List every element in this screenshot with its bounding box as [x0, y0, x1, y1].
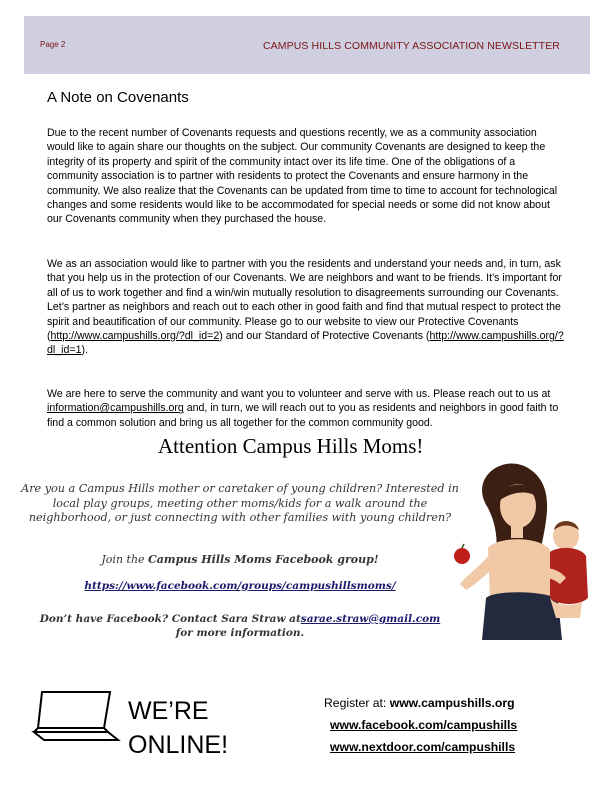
newsletter-title: CAMPUS HILLS COMMUNITY ASSOCIATION NEWSLETTER	[263, 40, 560, 52]
register-line	[324, 696, 515, 710]
register-url[interactable]: www.campushills.org	[389, 696, 515, 710]
online-line-1: WE’RE	[128, 697, 209, 725]
moms-intro: Are you a Campus Hills mother or caretaker of young children? Interested in local play groups, meeting other moms/kids for a walk around the neighborhood, or just connecting with other families with young children?	[21, 482, 459, 524]
online-line-2: ONLINE!	[128, 731, 229, 759]
join-group-name: Campus Hills Moms Facebook group!	[148, 553, 379, 566]
paragraph-2-text: We as an association would like to partner with you the residents and understand your needs and, in turn, ask that you help us in the protection of our Covenants. We are neighbors and want to be friends. It’s important for all of us to work together and find a win/win mutually resolution to disagreements surrounding our Covenants. Let’s partner as neighbors and reach out to each other in good faith and find that mutual respect to protect the spirit and beautification of our community. Please go to our website to view our Protective Covenants (	[47, 258, 562, 343]
moms-group-link[interactable]: https://www.facebook.com/groups/campushillsmoms/	[84, 580, 396, 592]
paragraph-2-mid: ) and our Standard of Protective Covenants (	[219, 330, 430, 343]
moms-join-line	[20, 553, 460, 566]
nextdoor-link[interactable]: www.nextdoor.com/campushills	[330, 740, 516, 754]
covenants-paragraph-3	[47, 387, 567, 430]
moms-contact	[20, 612, 460, 640]
contact-email-link[interactable]: information@campushills.org	[47, 402, 184, 415]
facebook-link[interactable]: www.facebook.com/campushills	[330, 718, 518, 732]
paragraph-3-text: We are here to serve the community and want you to volunteer and serve with us. Please reach out to us at	[47, 388, 551, 400]
paragraph-3-end: and, in turn, we will reach out to you as residents and neighbors in good faith to find a common solution and bring us all together for the common community good.	[47, 402, 559, 429]
page-number: Page 2	[40, 40, 66, 49]
join-prefix: Join the	[101, 553, 149, 566]
contact-suffix: for more information.	[175, 627, 305, 639]
covenants-link[interactable]: http://www.campushills.org/?dl_id=2	[50, 330, 220, 343]
moms-heading: Attention Campus Hills Moms!	[158, 434, 424, 458]
online-banner	[128, 694, 228, 762]
laptop-icon	[30, 688, 122, 746]
register-label: Register at:	[324, 696, 390, 710]
contact-prefix: Don’t have Facebook? Contact Sara Straw at	[39, 613, 301, 625]
covenants-title: A Note on Covenants	[47, 89, 189, 106]
covenants-paragraph-2	[47, 257, 567, 358]
covenants-paragraph-1: Due to the recent number of Covenants requests and questions recently, we as a community association would like to again share our thoughts on the subject. Our community Covenants are designed to keep the integrity of its property and spirit of the community intact over its life time. One of the obligations of a community association is to partner with residents to protect the Covenants and ensure harmony in the community. We also realize that the Covenants can be updated from time to time to account for technological changes and some residents would like to be accommodated for special needs or some did not know about our Covenants community when they purchased the house.	[47, 127, 558, 226]
paragraph-2-end: ).	[81, 344, 88, 357]
standard-covenants-link[interactable]: http://www.campushills.org/?dl_id=1	[47, 330, 564, 357]
contact-sara-email[interactable]: sarae.straw@gmail.com	[300, 613, 441, 625]
mom-and-baby-illustration	[448, 458, 598, 643]
